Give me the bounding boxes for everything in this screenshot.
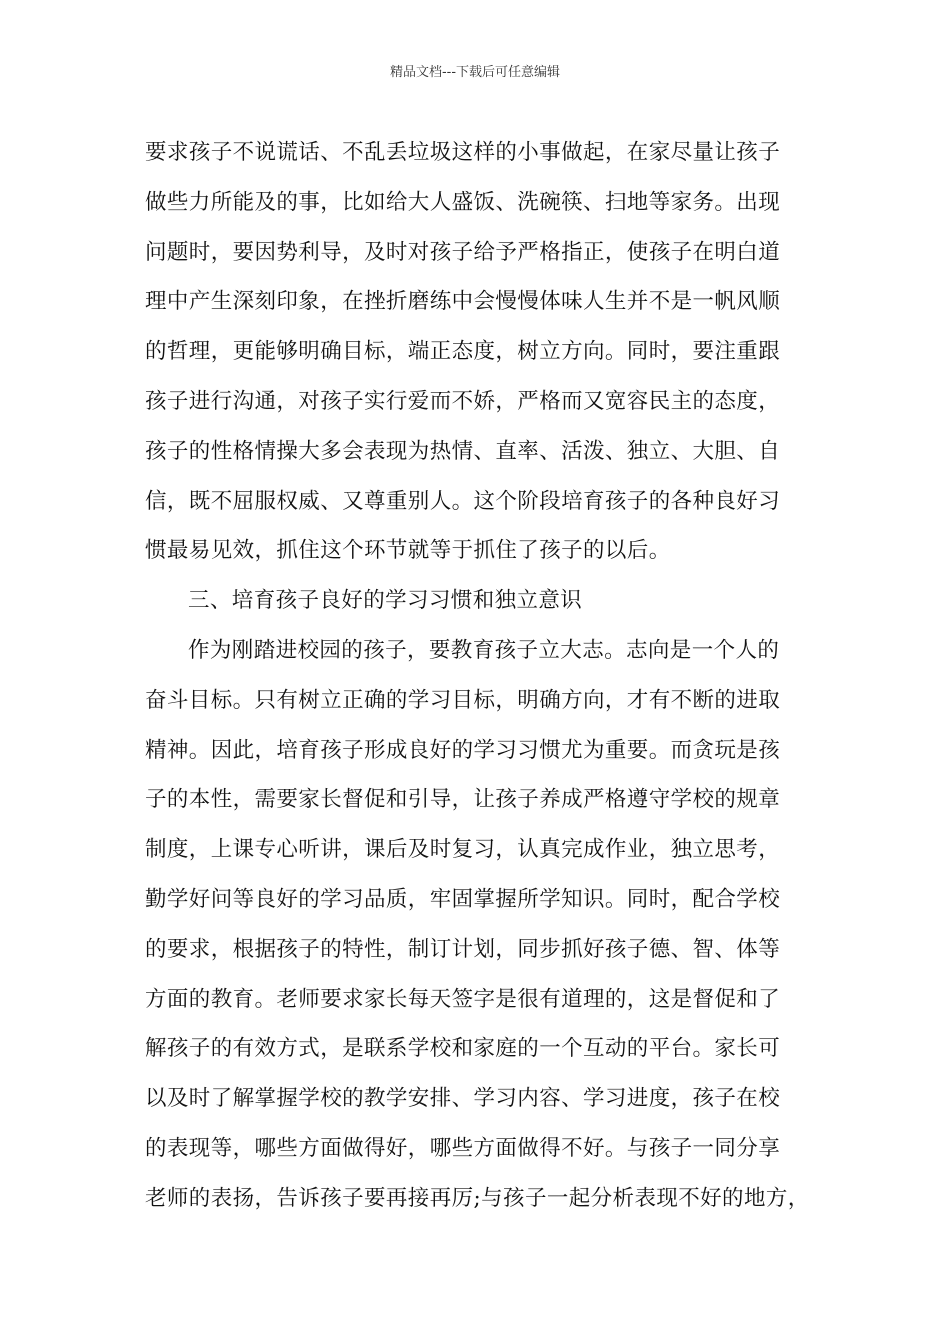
text-line: 子的本性，需要家长督促和引导，让孩子养成严格遵守学校的规章 bbox=[145, 787, 781, 813]
section-heading: 三、培育孩子良好的学习习惯和独立意识 bbox=[188, 588, 583, 614]
text-line: 勤学好问等良好的学习品质，牢固掌握所学知识。同时，配合学校 bbox=[145, 886, 781, 912]
text-line: 的哲理，更能够明确目标，端正态度，树立方向。同时，要注重跟 bbox=[145, 339, 781, 365]
document-body bbox=[145, 128, 825, 1224]
text-line: 问题时，要因势利导，及时对孩子给予严格指正，使孩子在明白道 bbox=[145, 239, 781, 265]
text-line: 的要求，根据孩子的特性，制订计划，同步抓好孩子德、智、体等 bbox=[145, 936, 781, 962]
text-line: 孩子的性格情操大多会表现为热情、直率、活泼、独立、大胆、自 bbox=[145, 438, 781, 464]
text-line: 制度，上课专心听讲，课后及时复习，认真完成作业，独立思考， bbox=[145, 837, 781, 863]
text-line: 的表现等，哪些方面做得好，哪些方面做得不好。与孩子一同分享 bbox=[145, 1135, 781, 1161]
text-line: 要求孩子不说谎话、不乱丢垃圾这样的小事做起，在家尽量让孩子 bbox=[145, 140, 781, 165]
text-line: 做些力所能及的事，比如给大人盛饭、洗碗筷、扫地等家务。出现 bbox=[145, 189, 781, 215]
text-line: 以及时了解掌握学校的教学安排、学习内容、学习进度，孩子在校 bbox=[145, 1086, 781, 1112]
text-line: 解孩子的有效方式，是联系学校和家庭的一个互动的平台。家长可 bbox=[145, 1036, 781, 1062]
text-line: 精神。因此，培育孩子形成良好的学习习惯尤为重要。而贪玩是孩 bbox=[145, 737, 781, 763]
text-line: 方面的教育。老师要求家长每天签字是很有道理的，这是督促和了 bbox=[145, 986, 781, 1012]
text-line: 信，既不屈服权威、又尊重别人。这个阶段培育孩子的各种良好习 bbox=[145, 488, 781, 514]
page-header: 精品文档---下载后可任意编辑 bbox=[389, 65, 561, 80]
text-line: 作为刚踏进校园的孩子，要教育孩子立大志。志向是一个人的 bbox=[188, 637, 780, 663]
text-line: 奋斗目标。只有树立正确的学习目标，明确方向，才有不断的进取 bbox=[145, 687, 781, 713]
text-line: 孩子进行沟通，对孩子实行爱而不娇，严格而又宽容民主的态度， bbox=[145, 388, 781, 414]
text-line: 惯最易见效，抓住这个环节就等于抓住了孩子的以后。 bbox=[145, 538, 671, 564]
text-line: 老师的表扬，告诉孩子要再接再厉;与孩子一起分析表现不好的地方， bbox=[145, 1185, 810, 1211]
text-line: 理中产生深刻印象，在挫折磨练中会慢慢体味人生并不是一帆风顺 bbox=[145, 289, 781, 315]
